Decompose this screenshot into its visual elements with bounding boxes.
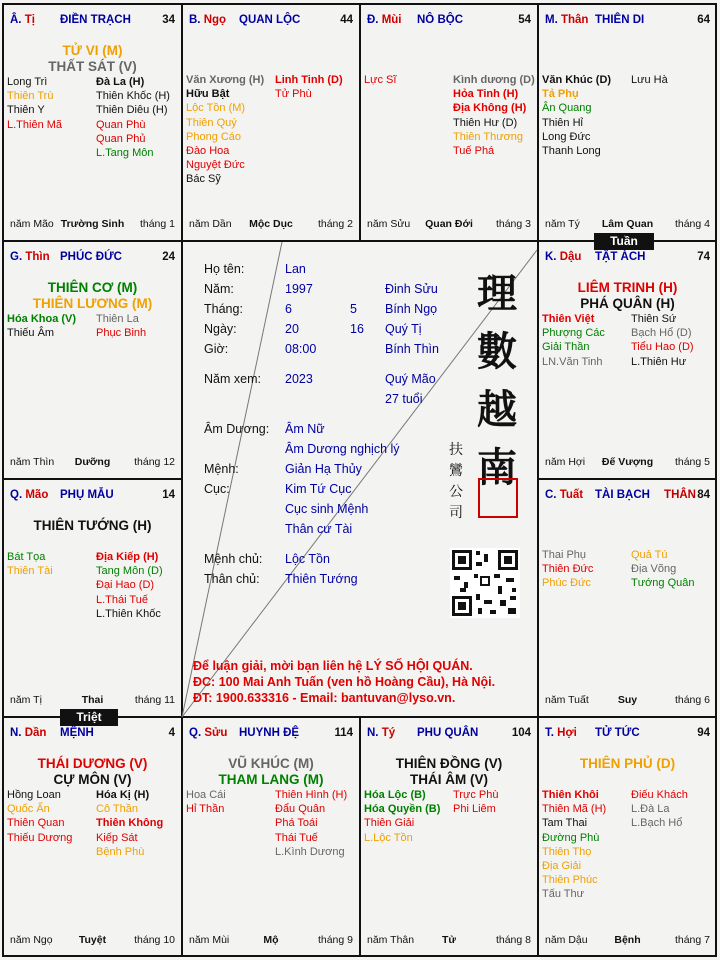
minor-stars-right: [275, 73, 343, 101]
main-star: THIÊN PHỦ (D): [579, 756, 676, 771]
cuc-label: Cục:: [204, 482, 230, 496]
minor-star: Thiên Hình (H): [275, 789, 348, 801]
cuc-value: Kim Tứ Cục: [285, 482, 352, 496]
minor-star: Hóa Khoa (V): [7, 313, 77, 325]
palace-year: năm Mão: [10, 218, 54, 230]
minor-star: Văn Khúc (D): [542, 74, 612, 86]
amduong-label: Âm Dương:: [204, 422, 270, 436]
palace-name: MỆNH: [60, 727, 94, 739]
minor-star: Địa Võng: [631, 563, 677, 576]
minor-star: L.Bạch Hổ: [631, 817, 683, 830]
palace-month: tháng 10: [134, 934, 175, 946]
minor-star: Tiểu Hao (D): [631, 341, 694, 354]
minor-star: Đường Phù: [542, 831, 600, 844]
minor-stars-left: [364, 73, 396, 87]
palace-header: [10, 251, 175, 265]
minor-star: Thiên Thọ: [542, 845, 592, 858]
main-star: THIÊN TƯỚNG (H): [33, 518, 152, 533]
month-label: Tháng:: [204, 302, 243, 316]
minor-stars-left: [7, 75, 62, 132]
minor-star: Quốc Ấn: [7, 803, 50, 816]
palace-stage: Mộ: [263, 934, 279, 946]
palace-age: 104: [511, 727, 531, 739]
palace-name: THIÊN DI: [595, 14, 645, 26]
minor-star: Ân Quang: [542, 102, 592, 115]
hour-canchi: Bính Thìn: [385, 342, 439, 356]
main-star: THIÊN CƠ (M): [47, 280, 138, 295]
palace-month: tháng 9: [317, 934, 353, 946]
minor-stars-left: [542, 548, 593, 591]
minor-star: Bệnh Phù: [96, 845, 145, 858]
palace-canchi: C. Tuất: [545, 489, 584, 501]
view-year-value: 2023: [285, 372, 313, 386]
palace-thin: [4, 242, 181, 478]
cuc-note: Cục sinh Mệnh: [285, 502, 369, 516]
minor-star: Hóa Quyền (B): [364, 803, 441, 816]
minor-star: Long Trì: [7, 76, 48, 88]
minor-star: Quan Phủ: [96, 132, 146, 145]
minor-star: Hồng Loan: [7, 789, 61, 801]
palace-year: năm Thìn: [10, 456, 55, 468]
minor-star: Thái Tuế: [275, 831, 318, 844]
palace-canchi: Q. Mão: [10, 489, 49, 501]
minor-star: Thiên Tài: [7, 565, 53, 578]
minor-star: Thiên Thương: [453, 130, 524, 143]
palace-stage: Tuyệt: [78, 934, 107, 946]
palace-header: [189, 14, 353, 28]
day-solar: 20: [285, 322, 299, 336]
minor-star: L.Tang Môn: [96, 146, 154, 159]
palace-canchi: B. Ngọ: [189, 14, 227, 26]
palace-tuat: [539, 480, 716, 716]
palace-footer: [10, 694, 175, 708]
palace-year: năm Hợi: [545, 456, 586, 468]
minor-star: Đào Hoa: [186, 144, 230, 157]
palace-header: [545, 489, 710, 503]
minor-star: Văn Xương (H): [186, 74, 265, 86]
than-chu-value: Thiên Tướng: [285, 572, 358, 586]
minor-star: Thiếu Âm: [7, 327, 55, 340]
minor-star: Thiên Quý: [186, 116, 237, 129]
year-value: 1997: [285, 282, 313, 296]
palace-canchi: G. Thìn: [10, 251, 50, 263]
minor-star: Thiên Không: [96, 817, 164, 830]
palace-age: 24: [162, 251, 175, 263]
palace-header: [10, 489, 175, 503]
minor-star: Thiên Đức: [542, 563, 594, 576]
minor-star: Thiên Phúc: [542, 874, 598, 887]
palace-month: tháng 6: [674, 694, 710, 706]
palace-header: [189, 727, 353, 741]
palace-year: năm Tý: [545, 218, 580, 230]
main-star: THÁI ÂM (V): [410, 772, 488, 787]
amduong-note: Âm Dương nghịch lý: [285, 442, 400, 456]
palace-canchi: N. Tý: [367, 727, 396, 739]
tuan-tag: Tuần: [594, 233, 654, 250]
menh-label: Mệnh:: [204, 462, 239, 476]
minor-star: L.Kình Dương: [275, 845, 345, 858]
minor-star: Phục Binh: [96, 327, 147, 340]
palace-stage: Bệnh: [614, 934, 641, 946]
menh-chu-value: Lộc Tồn: [285, 552, 330, 566]
minor-star: Thanh Long: [542, 144, 601, 157]
palace-footer: [189, 934, 353, 948]
red-seal-stamp: [478, 478, 518, 518]
minor-stars-right: [453, 73, 535, 158]
minor-stars-right: [631, 548, 695, 591]
minor-star: Hóa Lộc (B): [364, 789, 426, 801]
year-canchi: Đinh Sửu: [385, 282, 438, 296]
minor-star: Long Đức: [542, 130, 591, 143]
minor-star: Trực Phù: [453, 789, 499, 801]
palace-header: [10, 727, 175, 741]
minor-star: Thiên Y: [7, 104, 45, 117]
day-lunar: 16: [350, 322, 364, 336]
palace-header: [545, 251, 710, 265]
minor-stars-right: [96, 75, 170, 160]
palace-name: TÀI BẠCH: [595, 489, 650, 501]
palace-year: năm Sửu: [367, 218, 411, 230]
palace-footer: [545, 694, 710, 708]
minor-stars-right: [96, 312, 146, 340]
minor-star: Thiếu Dương: [7, 831, 73, 844]
minor-star: Thiên Khôi: [542, 789, 599, 801]
palace-age: 14: [162, 489, 175, 501]
palace-age: 4: [168, 727, 175, 739]
minor-star: Thiên Mã (H): [542, 803, 607, 816]
minor-star: Giải Thần: [542, 341, 590, 354]
palace-name: ĐIỀN TRẠCH: [60, 14, 131, 26]
minor-star: Thai Phụ: [542, 549, 587, 561]
minor-star: Đà La (H): [96, 76, 145, 88]
minor-star: Kiếp Sát: [96, 831, 138, 844]
than-cu-note: Thân cư Tài: [285, 522, 353, 536]
palace-header: [367, 14, 531, 28]
minor-star: Địa Giải: [542, 859, 582, 872]
minor-star: Phong Cáo: [186, 130, 242, 143]
menh-value: Giản Hạ Thủy: [285, 462, 362, 476]
minor-star: Tấu Thư: [542, 888, 585, 901]
palace-ty: [361, 718, 537, 956]
palace-name: PHU QUÂN: [417, 727, 479, 739]
minor-star: Lưu Hà: [631, 74, 668, 86]
minor-star: L.Đà La: [631, 803, 670, 816]
name-value: Lan: [285, 262, 306, 276]
minor-star: Thiên Quan: [7, 817, 65, 830]
contact-phone-email: ĐT: 1900.633316 - Email: bantuvan@lyso.vn.: [193, 691, 456, 705]
minor-star: Cô Thần: [96, 803, 138, 816]
palace-month: tháng 2: [317, 218, 353, 230]
minor-star: L.Thiên Mã: [7, 118, 63, 131]
minor-star: Tam Thai: [542, 817, 588, 830]
hour-value: 08:00: [285, 342, 317, 356]
minor-star: Thiên Trù: [7, 90, 54, 103]
palace-year: năm Tuất: [545, 694, 589, 706]
minor-star: Linh Tinh (D): [275, 74, 343, 86]
minor-star: L.Thiên Hư: [631, 355, 687, 368]
palace-footer: [10, 934, 175, 948]
day-label: Ngày:: [204, 322, 237, 336]
main-star: THẤT SÁT (V): [48, 59, 137, 74]
palace-stage: Tử: [441, 934, 457, 946]
than-marker: THÂN: [664, 489, 696, 501]
minor-star: Địa Không (H): [453, 102, 527, 115]
minor-star: Phá Toái: [275, 817, 318, 830]
palace-name: QUAN LỘC: [239, 14, 301, 26]
palace-month: tháng 7: [674, 934, 710, 946]
minor-star: Phượng Các: [542, 327, 605, 340]
month-lunar: 5: [350, 302, 357, 316]
palace-month: tháng 3: [495, 218, 531, 230]
palace-header: [10, 14, 175, 28]
menh-chu-label: Mệnh chủ:: [204, 552, 263, 566]
minor-star: Hoa Cái: [186, 789, 226, 801]
contact-address: ĐC: 100 Mai Anh Tuấn (ven hồ Hoàng Cầu), Hà Nội.: [193, 675, 496, 689]
main-star: VŨ KHÚC (M): [228, 756, 314, 771]
minor-star: Phúc Đức: [542, 577, 591, 590]
palace-name: TẬT ÁCH: [595, 251, 646, 263]
palace-name: HUYNH ĐỆ: [239, 727, 300, 739]
minor-star: Đẩu Quân: [275, 803, 326, 816]
palace-canchi: M. Thân: [545, 14, 589, 26]
palace-year: năm Tị: [10, 694, 42, 706]
view-year-canchi: Quý Mão: [385, 372, 436, 386]
minor-star: Thiên Diêu (H): [96, 104, 168, 117]
palace-mui: [361, 5, 537, 240]
minor-star: Điếu Khách: [631, 789, 688, 801]
palace-year: năm Mùi: [189, 934, 230, 946]
palace-header: [545, 14, 710, 28]
palace-name: TỬ TỨC: [595, 727, 640, 739]
main-star: THÁI DƯƠNG (V): [37, 756, 148, 771]
minor-star: L.Lộc Tồn: [364, 831, 413, 844]
palace-dan: [4, 718, 181, 956]
main-star: LIÊM TRINH (H): [577, 280, 678, 295]
minor-stars-left: [186, 73, 264, 187]
palace-footer: [545, 218, 710, 232]
palace-dau: [539, 242, 716, 478]
palace-ti: [4, 5, 181, 240]
minor-stars-right: [96, 550, 163, 621]
palace-hoi: [539, 718, 716, 956]
palace-canchi: K. Dậu: [545, 251, 582, 263]
calligraphy-side: 扶鸞公司: [449, 442, 463, 521]
palace-age: 84: [697, 489, 710, 501]
minor-star: Tướng Quân: [631, 577, 695, 590]
palace-name: PHỤ MẪU: [60, 489, 114, 501]
palace-month: tháng 12: [134, 456, 175, 468]
palace-canchi: Q. Sửu: [189, 727, 228, 739]
day-canchi: Quý Tị: [385, 322, 422, 336]
year-label: Năm:: [204, 282, 234, 296]
minor-star: Tang Môn (D): [96, 565, 163, 578]
palace-than: [539, 5, 716, 240]
main-star: THIÊN ĐỒNG (V): [395, 756, 503, 771]
palace-header: [367, 727, 531, 741]
main-star: CỰ MÔN (V): [53, 772, 132, 787]
minor-star: Tuế Phá: [453, 144, 495, 157]
than-chu-label: Thân chủ:: [204, 572, 260, 586]
minor-star: Bát Tọa: [7, 551, 46, 563]
palace-month: tháng 8: [495, 934, 531, 946]
palace-stage: Thai: [81, 694, 104, 706]
palace-footer: [367, 934, 531, 948]
minor-stars-right: [631, 788, 688, 831]
minor-stars-left: [7, 312, 76, 340]
palace-mao: [4, 480, 181, 716]
minor-stars-left: [542, 312, 605, 369]
palace-year: năm Ngọ: [10, 934, 53, 946]
palace-canchi: Đ. Mùi: [367, 14, 402, 26]
minor-stars-left: [7, 788, 72, 845]
minor-star: Hóa Kị (H): [96, 789, 150, 801]
palace-age: 74: [697, 251, 710, 263]
minor-star: Thiên Giải: [364, 817, 415, 830]
minor-star: Bạch Hổ (D): [631, 327, 692, 340]
minor-stars-left: [7, 550, 53, 578]
minor-stars-right: [631, 73, 668, 87]
minor-star: Hỉ Thần: [186, 803, 225, 816]
minor-stars-left: [364, 788, 440, 845]
minor-star: Hỏa Tinh (H): [453, 88, 519, 101]
minor-star: L.Thiên Khốc: [96, 607, 161, 620]
minor-star: Quả Tú: [631, 549, 668, 561]
minor-stars-left: [186, 788, 226, 816]
palace-age: 64: [697, 14, 710, 26]
month-solar: 6: [285, 302, 292, 316]
palace-stage: Quan Đới: [425, 218, 473, 230]
minor-star: Thiên La: [96, 313, 139, 325]
main-star: TỬ VI (M): [62, 43, 123, 58]
minor-star: Lộc Tồn (M): [186, 102, 246, 115]
minor-star: Đại Hao (D): [96, 579, 155, 592]
minor-star: Thiên Hỉ: [542, 116, 583, 129]
palace-year: năm Dần: [189, 218, 232, 230]
palace-stage: Đế Vượng: [601, 456, 654, 468]
palace-year: năm Dậu: [545, 934, 588, 946]
contact-line-1: Để luận giải, mời bạn liên hệ LÝ SỐ HỘI QUÁN.: [193, 659, 473, 673]
minor-stars-right: [631, 312, 694, 369]
minor-star: Quan Phù: [96, 118, 146, 131]
palace-age: 34: [162, 14, 175, 26]
amduong-value: Âm Nữ: [285, 422, 325, 436]
palace-stage: Mộc Dục: [249, 218, 293, 230]
hour-label: Giờ:: [204, 342, 229, 356]
minor-stars-left: [542, 73, 611, 158]
minor-stars-right: [275, 788, 347, 859]
age-value: 27 tuổi: [385, 392, 423, 406]
minor-star: Thiên Khốc (H): [96, 90, 170, 103]
minor-star: Tử Phù: [275, 88, 312, 101]
main-star: THIÊN LƯƠNG (M): [32, 296, 153, 311]
minor-stars-left: [542, 788, 606, 902]
view-year-label: Năm xem:: [204, 372, 261, 386]
qr-code-icon: [450, 548, 520, 618]
palace-footer: [545, 456, 710, 470]
palace-stage: Suy: [617, 694, 638, 706]
palace-footer: [367, 218, 531, 232]
palace-stage: Trường Sinh: [60, 218, 125, 230]
palace-footer: [189, 218, 353, 232]
triet-tag: Triệt: [60, 709, 118, 726]
minor-star: Hữu Bật: [186, 88, 230, 101]
palace-footer: [10, 218, 175, 232]
name-label: Họ tên:: [204, 262, 245, 276]
palace-month: tháng 11: [134, 694, 175, 706]
minor-star: Bác Sỹ: [186, 173, 221, 186]
palace-age: 94: [697, 727, 710, 739]
palace-canchi: T. Hợi: [545, 727, 577, 739]
minor-star: Thiên Hư (D): [453, 116, 518, 129]
minor-star: LN.Văn Tinh: [542, 355, 603, 368]
minor-star: L.Thái Tuế: [96, 593, 148, 606]
palace-suu: [183, 718, 359, 956]
palace-age: 54: [518, 14, 531, 26]
palace-footer: [545, 934, 710, 948]
palace-ngo: [183, 5, 359, 240]
palace-canchi: N. Dần: [10, 727, 47, 739]
palace-month: tháng 4: [674, 218, 710, 230]
minor-star: Thiên Việt: [542, 313, 595, 325]
palace-age: 114: [334, 727, 353, 739]
minor-star: Tả Phụ: [542, 88, 579, 101]
main-star: THAM LANG (M): [218, 772, 324, 787]
minor-star: Thiên Sứ: [631, 313, 677, 325]
minor-star: Kình dương (D): [453, 74, 535, 86]
palace-month: tháng 5: [674, 456, 710, 468]
palace-stage: Dưỡng: [74, 456, 111, 468]
month-canchi: Bính Ngọ: [385, 302, 438, 316]
calligraphy-logo: 理數越南: [477, 270, 517, 491]
minor-star: Nguyệt Đức: [186, 159, 245, 172]
minor-star: Phi Liêm: [453, 803, 496, 816]
palace-year: năm Thân: [367, 934, 415, 946]
minor-star: Lực Sĩ: [364, 74, 397, 86]
minor-stars-right: [96, 788, 163, 859]
palace-name: PHÚC ĐỨC: [60, 251, 122, 263]
minor-star: Địa Kiếp (H): [96, 551, 159, 563]
palace-name: NÔ BỘC: [417, 14, 463, 26]
palace-month: tháng 1: [139, 218, 175, 230]
palace-stage: Lâm Quan: [601, 218, 654, 230]
palace-canchi: Â. Tị: [10, 14, 35, 26]
palace-footer: [10, 456, 175, 470]
palace-header: [545, 727, 710, 741]
main-star: PHÁ QUÂN (H): [580, 296, 675, 311]
minor-stars-right: [453, 788, 498, 816]
palace-age: 44: [340, 14, 353, 26]
